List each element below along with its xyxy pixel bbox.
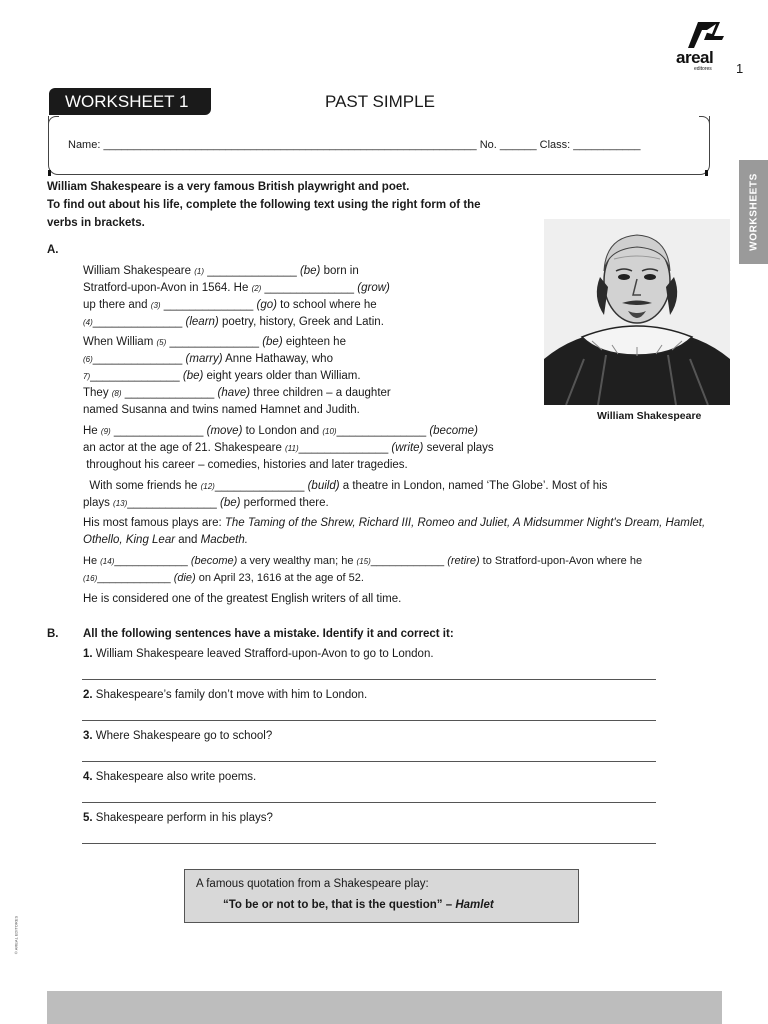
answer-line[interactable] [82, 720, 656, 721]
side-tab-label: WORKSHEETS [748, 173, 759, 251]
portrait-caption: William Shakespeare [597, 410, 702, 422]
answer-line[interactable] [82, 679, 656, 680]
quotation-source: Hamlet [455, 899, 494, 911]
shakespeare-portrait [544, 219, 730, 405]
item-number: 3. [83, 730, 93, 742]
quotation-box [184, 869, 579, 923]
box-tick-right [705, 170, 708, 176]
quotation-intro: A famous quotation from a Shakespeare play: [196, 878, 429, 890]
side-tab-worksheets [739, 160, 768, 264]
footer-bar [47, 991, 722, 1024]
item-text: Shakespeare’s family don’t move with him to London. [92, 689, 368, 701]
quotation-body: “To be or not to be, that is the question” – [223, 899, 456, 911]
paragraph-london: He (9) ______________ (move) to London and (10)______________ (become) an actor at the age of 21. Shakespeare (11)______________ (write) several plays throughout his career – comedies, histories and later tragedies. [83, 425, 494, 471]
paragraph-birth: William Shakespeare (1) ______________ (be) born in Stratford-upon-Avon in 1564. He (2) ______________ (grow) up there and (3) ______________ (go) to school where he (4)______________ (learn) poetry, history, Greek and Latin. [83, 265, 390, 328]
item-number: 4. [83, 771, 93, 783]
answer-line[interactable] [82, 843, 656, 844]
logo-subtitle: editores [694, 66, 712, 72]
intro-line: To find out about his life, complete the following text using the right form of the [47, 199, 481, 211]
paragraph-marriage: When William (5) ______________ (be) eighteen he (6)______________ (marry) Anne Hathaway, who 7)______________ (be) eight years older than William. They (8) ______________ (have) three children – a daughter named Susanna and twins named Hamnet and Judith. [83, 336, 391, 416]
box-tick-left [48, 170, 51, 176]
areal-logo-icon [674, 18, 734, 52]
paragraph-globe: With some friends he (12)______________ (build) a theatre in London, named ‘The Globe’. Most of his plays (13)______________ (be) performed there. [83, 480, 608, 509]
item-text: Shakespeare perform in his plays? [92, 812, 273, 824]
correction-item [83, 648, 434, 660]
item-number: 2. [83, 689, 93, 701]
item-text: William Shakespeare leaved Strafford-upon-Avon to go to London. [92, 648, 434, 660]
answer-line[interactable] [82, 761, 656, 762]
quotation-text [223, 899, 494, 911]
paragraph-plays: His most famous plays are: The Taming of the Shrew, Richard III, Romeo and Juliet, A Midsummer Night's Dream, Hamlet, Othello, King Lear and Macbeth. [83, 517, 706, 546]
logo-word: areal [676, 48, 714, 67]
paragraph-retire: He (14)____________ (become) a very wealthy man; he (15)____________ (retire) to Stratford-upon-Avon where he (16)____________ (die) on April 23, 1616 at the age of 52. [83, 555, 643, 584]
worksheet-badge: WORKSHEET 1 [49, 88, 211, 115]
copyright-text: © AREAL EDITORES [13, 915, 19, 955]
name-class-line: Name: _____________________________________________________________ No. ______ Class: ___________ [68, 139, 641, 151]
answer-line[interactable] [82, 802, 656, 803]
intro-line: verbs in brackets. [47, 217, 145, 229]
item-text: Shakespeare also write poems. [92, 771, 257, 783]
intro-text [47, 178, 567, 232]
publisher-logo [674, 18, 734, 70]
copyright-note [12, 910, 20, 960]
correction-item [83, 771, 256, 783]
section-b-instruction: All the following sentences have a mistake. Identify it and correct it: [83, 628, 454, 640]
correction-item [83, 812, 273, 824]
item-text: Where Shakespeare go to school? [92, 730, 273, 742]
correction-item [83, 689, 367, 701]
intro-line: William Shakespeare is a very famous British playwright and poet. [47, 181, 410, 193]
correction-item [83, 730, 272, 742]
section-a-label: A. [47, 244, 59, 256]
item-number: 5. [83, 812, 93, 824]
section-b-label: B. [47, 628, 59, 640]
page-number: 1 [736, 61, 744, 76]
paragraph-legacy: He is considered one of the greatest English writers of all time. [83, 593, 402, 605]
worksheet-title: PAST SIMPLE [325, 92, 435, 111]
item-number: 1. [83, 648, 93, 660]
portrait-engraving-icon [544, 219, 730, 405]
